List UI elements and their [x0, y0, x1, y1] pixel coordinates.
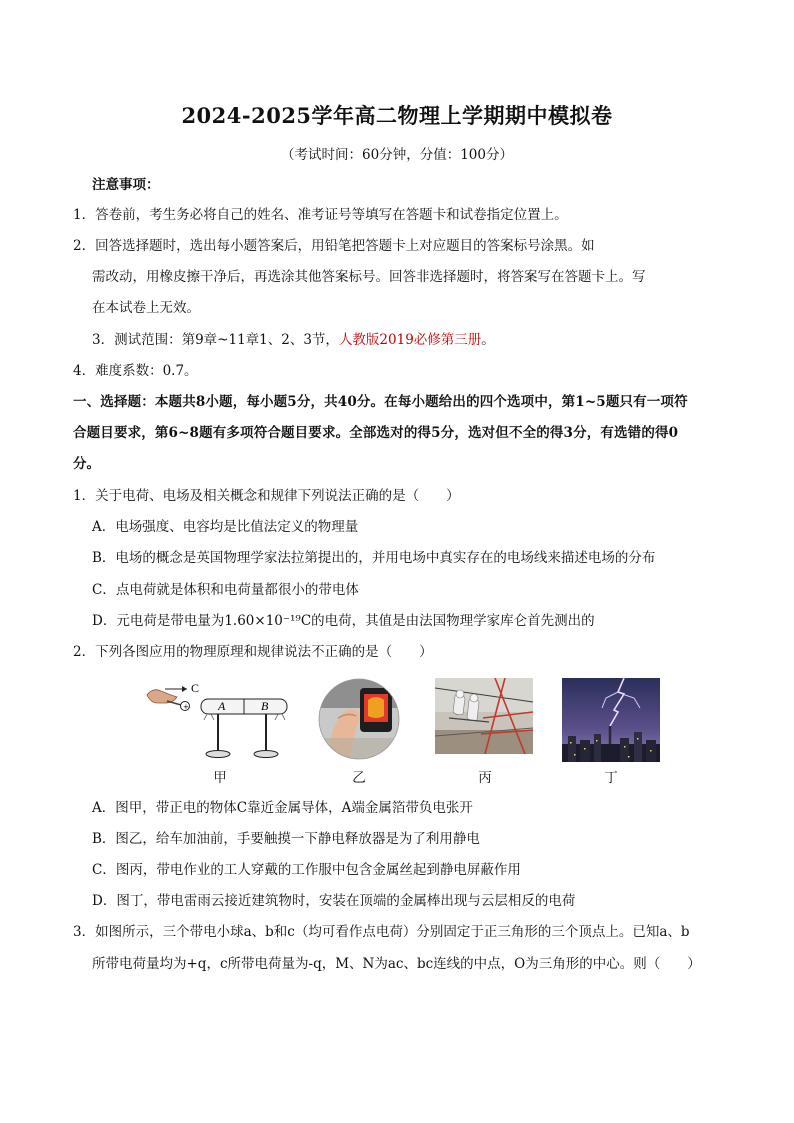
svg-text:+: + [183, 703, 189, 711]
question-2-stem: 2．下列各图应用的物理原理和规律说法不正确的是（ ） [73, 644, 433, 660]
caption-jia: 甲 [213, 770, 227, 786]
notice-3-suffix: 。 [481, 332, 495, 348]
notice-item: 2．回答选择题时，选出每小题答案后，用铅笔把答题卡上对应题目的答案标号涂黑。如 [73, 238, 595, 254]
section-heading: 分。 [73, 456, 100, 472]
question-2-option: D．图丁，带电雷雨云接近建筑物时，安装在顶端的金属棒出现与云层相反的电荷 [92, 893, 576, 909]
section-heading: 合题目要求，第6~8题有多项符合题目要求。全部选对的得5分，选对但不全的得3分，有选错的得0 [73, 425, 679, 441]
question-2-option: A．图甲，带正电的物体C靠近金属导体，A端金属箔带负电张开 [92, 800, 473, 816]
question-3-stem: 所带电荷量均为+q，c所带电荷量为-q，M、N为ac、bc连线的中点，O为三角形的中心。则（ ） [92, 956, 701, 972]
caption-ding: 丁 [604, 770, 618, 786]
notice-item: 在本试卷上无效。 [92, 300, 200, 316]
label-a: A [218, 699, 226, 713]
notice-item: 4．难度系数：0.7。 [73, 363, 198, 379]
question-1-option: B．电场的概念是英国物理学家法拉第提出的，并用电场中真实存在的电场线来描述电场的分布 [92, 550, 656, 566]
question-1-option: D．元电荷是带电量为1.60×10⁻¹⁹C的电荷，其值是由法国物理学家库仑首先测出的 [92, 613, 595, 629]
label-b: B [261, 699, 269, 713]
figure-ding-lightning [562, 678, 660, 762]
notice-heading: 注意事项： [92, 177, 160, 193]
page-title: 2024-2025学年高二物理上学期期中模拟卷 [181, 103, 613, 128]
notice-item: 1．答卷前，考生务必将自己的姓名、准考证号等填写在答题卡和试卷指定位置上。 [73, 207, 568, 223]
caption-yi: 乙 [352, 770, 366, 786]
section-heading: 一、选择题：本题共8小题，每小题5分，共40分。在每小题给出的四个选项中，第1~5题只有一项符 [73, 394, 688, 410]
figure-bing-live-line-work [435, 678, 533, 754]
exam-info: （考试时间：60分钟，分值：100分） [281, 147, 513, 163]
label-c: C [191, 681, 200, 695]
caption-bing: 丙 [478, 770, 492, 786]
question-2-option: C．图丙，带电作业的工人穿戴的工作服中包含金属丝起到静电屏蔽作用 [92, 862, 521, 878]
question-3-stem: 3．如图所示，三个带电小球a、b和c（均可看作点电荷）分别固定于正三角形的三个顶点上。已知a、b [73, 924, 690, 940]
figure-jia-conductor [145, 677, 295, 762]
question-2-option: B．图乙，给车加油前，手要触摸一下静电释放器是为了利用静电 [92, 831, 480, 847]
notice-item-3 [92, 330, 495, 350]
notice-3-prefix: 3．测试范围：第9章~11章1、2、3节， [92, 332, 339, 348]
textbook-edition: 人教版2019必修第三册 [338, 332, 482, 348]
question-1-stem: 1．关于电荷、电场及相关概念和规律下列说法正确的是（ ） [73, 488, 460, 504]
notice-item: 需改动，用橡皮擦干净后，再选涂其他答案标号。回答非选择题时，将答案写在答题卡上。写 [92, 269, 646, 285]
figure-yi-static-discharger [318, 678, 400, 760]
question-1-option: C．点电荷就是体积和电荷量都很小的带电体 [92, 582, 359, 598]
question-1-option: A．电场强度、电容均是比值法定义的物理量 [92, 519, 359, 535]
